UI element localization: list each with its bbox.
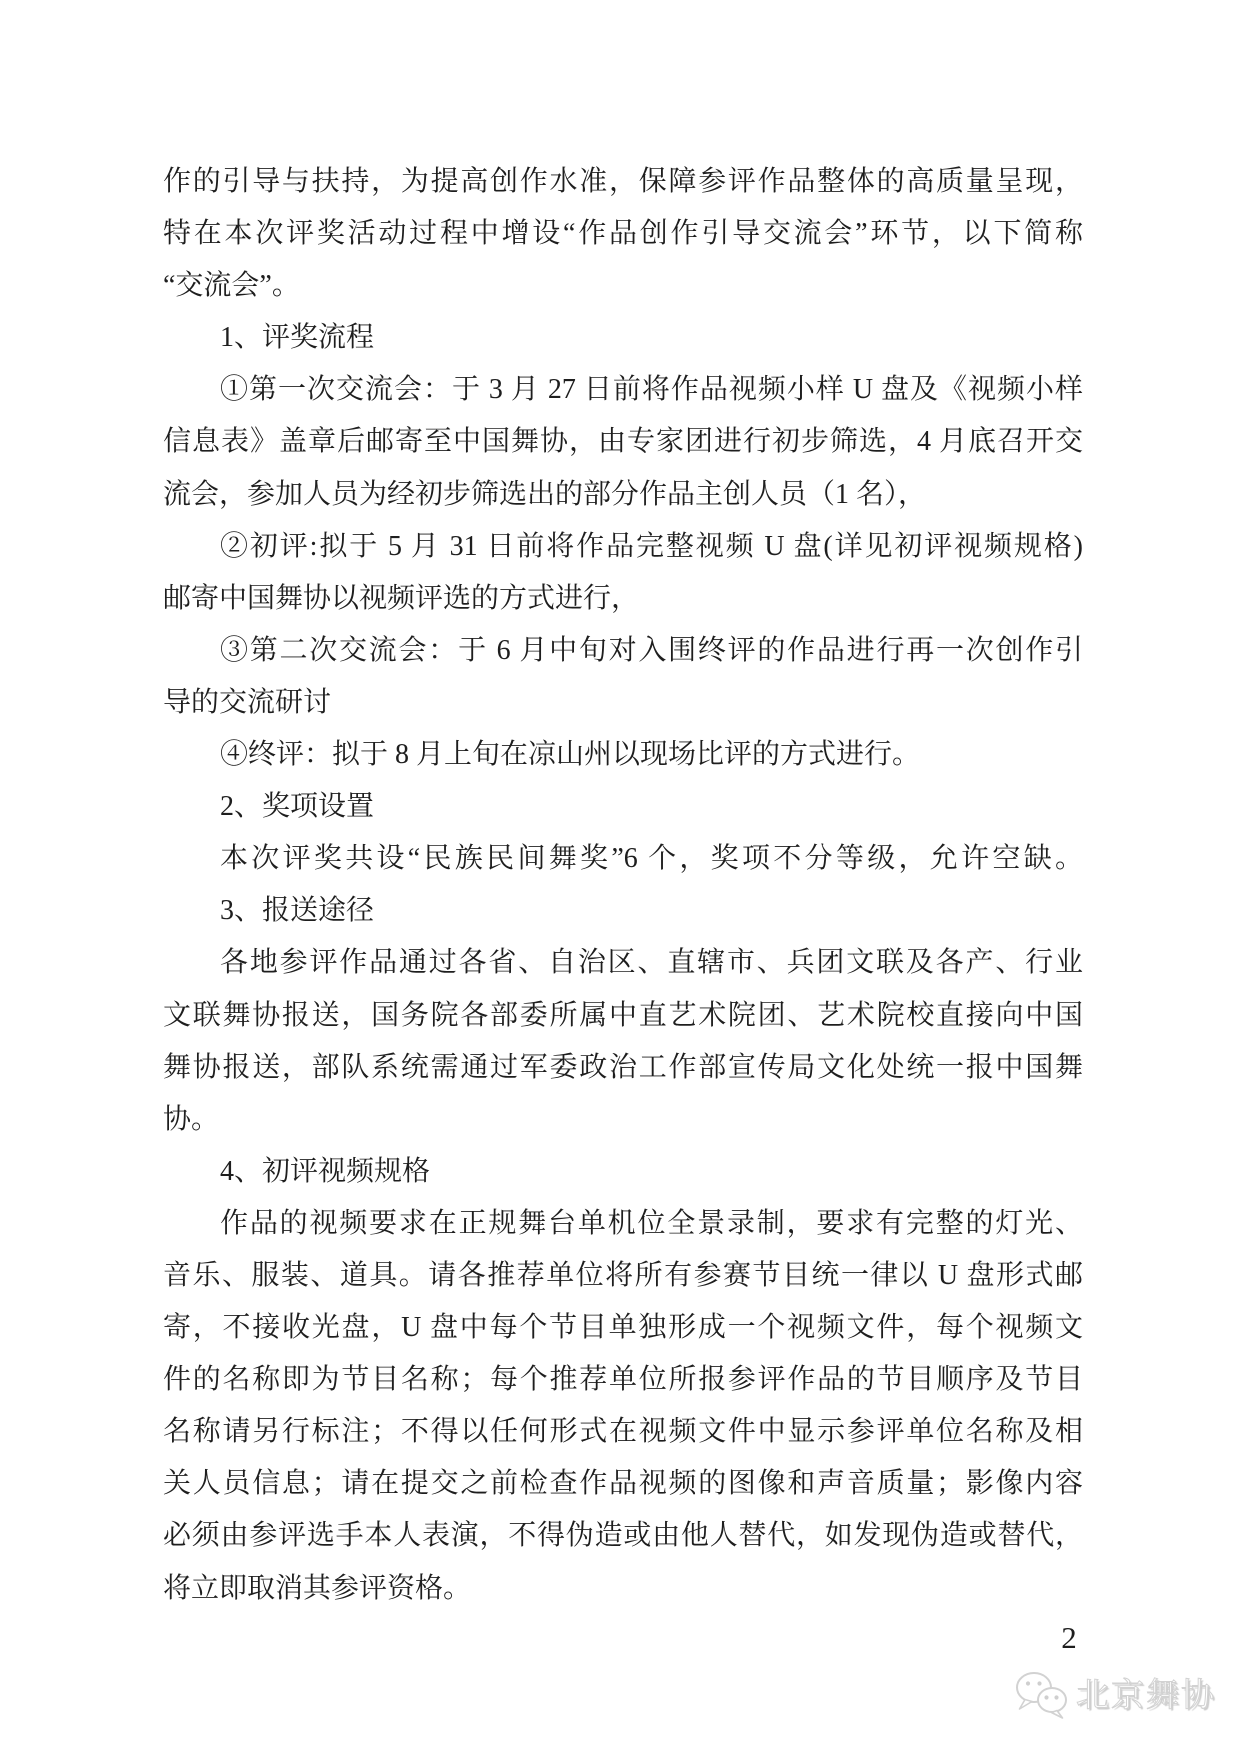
document-line: 1、评奖流程 <box>220 322 375 354</box>
document-line: 文联舞协报送，国务院各部委所属中直艺术院团、艺术院校直接向中国 <box>163 999 1083 1031</box>
document-line: 舞协报送，部队系统需通过军委政治工作部宣传局文化处统一报中国舞 <box>163 1051 1083 1083</box>
document-line: 4、初评视频规格 <box>220 1155 431 1187</box>
document-line: ④终评：拟于 8 月上旬在凉山州以现场比评的方式进行。 <box>220 739 921 771</box>
document-body <box>163 156 1083 1615</box>
document-line: 3、报送途径 <box>220 895 375 927</box>
document-line: 名称请另行标注；不得以任何形式在视频文件中显示参评单位名称及相 <box>163 1416 1083 1448</box>
document-line: 各地参评作品通过各省、自治区、直辖市、兵团文联及各产、行业 <box>220 947 1083 979</box>
document-line: 本次评奖共设“民族民间舞奖”6 个，奖项不分等级，允许空缺。 <box>220 843 1083 875</box>
document-line: 流会，参加人员为经初步筛选出的部分作品主创人员（1 名）， <box>163 478 927 510</box>
document-line: ②初评:拟于 5 月 31 日前将作品完整视频 U 盘(详见初评视频规格) <box>220 530 1083 562</box>
document-line: 必须由参评选手本人表演，不得伪造或由他人替代，如发现伪造或替代， <box>163 1520 1083 1552</box>
document-line: 将立即取消其参评资格。 <box>163 1572 472 1604</box>
document-line: 协。 <box>163 1103 220 1135</box>
document-line: ③第二次交流会：于 6 月中旬对入围终评的作品进行再一次创作引 <box>220 634 1083 666</box>
watermark <box>1012 1670 1216 1720</box>
document-line: 关人员信息；请在提交之前检查作品视频的图像和声音质量；影像内容 <box>163 1468 1083 1500</box>
document-line: 导的交流研讨 <box>163 686 332 718</box>
document-line: 2、奖项设置 <box>220 791 375 823</box>
document-line: “交流会”。 <box>163 270 300 302</box>
document-line: 件的名称即为节目名称；每个推荐单位所报参评作品的节目顺序及节目 <box>163 1364 1083 1396</box>
document-line: 作品的视频要求在正规舞台单机位全景录制，要求有完整的灯光、 <box>220 1207 1083 1239</box>
document-line: 信息表》盖章后邮寄至中国舞协，由专家团进行初步筛选，4 月底召开交 <box>163 426 1083 458</box>
document-line: 邮寄中国舞协以视频评选的方式进行， <box>163 582 640 614</box>
document-line: 作的引导与扶持，为提高创作水准，保障参评作品整体的高质量呈现， <box>163 166 1083 197</box>
document-line: 特在本次评奖活动过程中增设“作品创作引导交流会”环节，以下简称 <box>163 218 1083 250</box>
document-line: ①第一次交流会：于 3 月 27 日前将作品视频小样 U 盘及《视频小样 <box>220 374 1083 406</box>
watermark-label: 北京舞协 <box>1076 1676 1216 1713</box>
document-line: 寄，不接收光盘，U 盘中每个节目单独形成一个视频文件，每个视频文 <box>163 1312 1083 1344</box>
page-number: 2 <box>1061 1620 1077 1655</box>
document-line: 音乐、服装、道具。请各推荐单位将所有参赛节目统一律以 U 盘形式邮 <box>163 1259 1083 1291</box>
wechat-icon <box>1012 1670 1070 1720</box>
